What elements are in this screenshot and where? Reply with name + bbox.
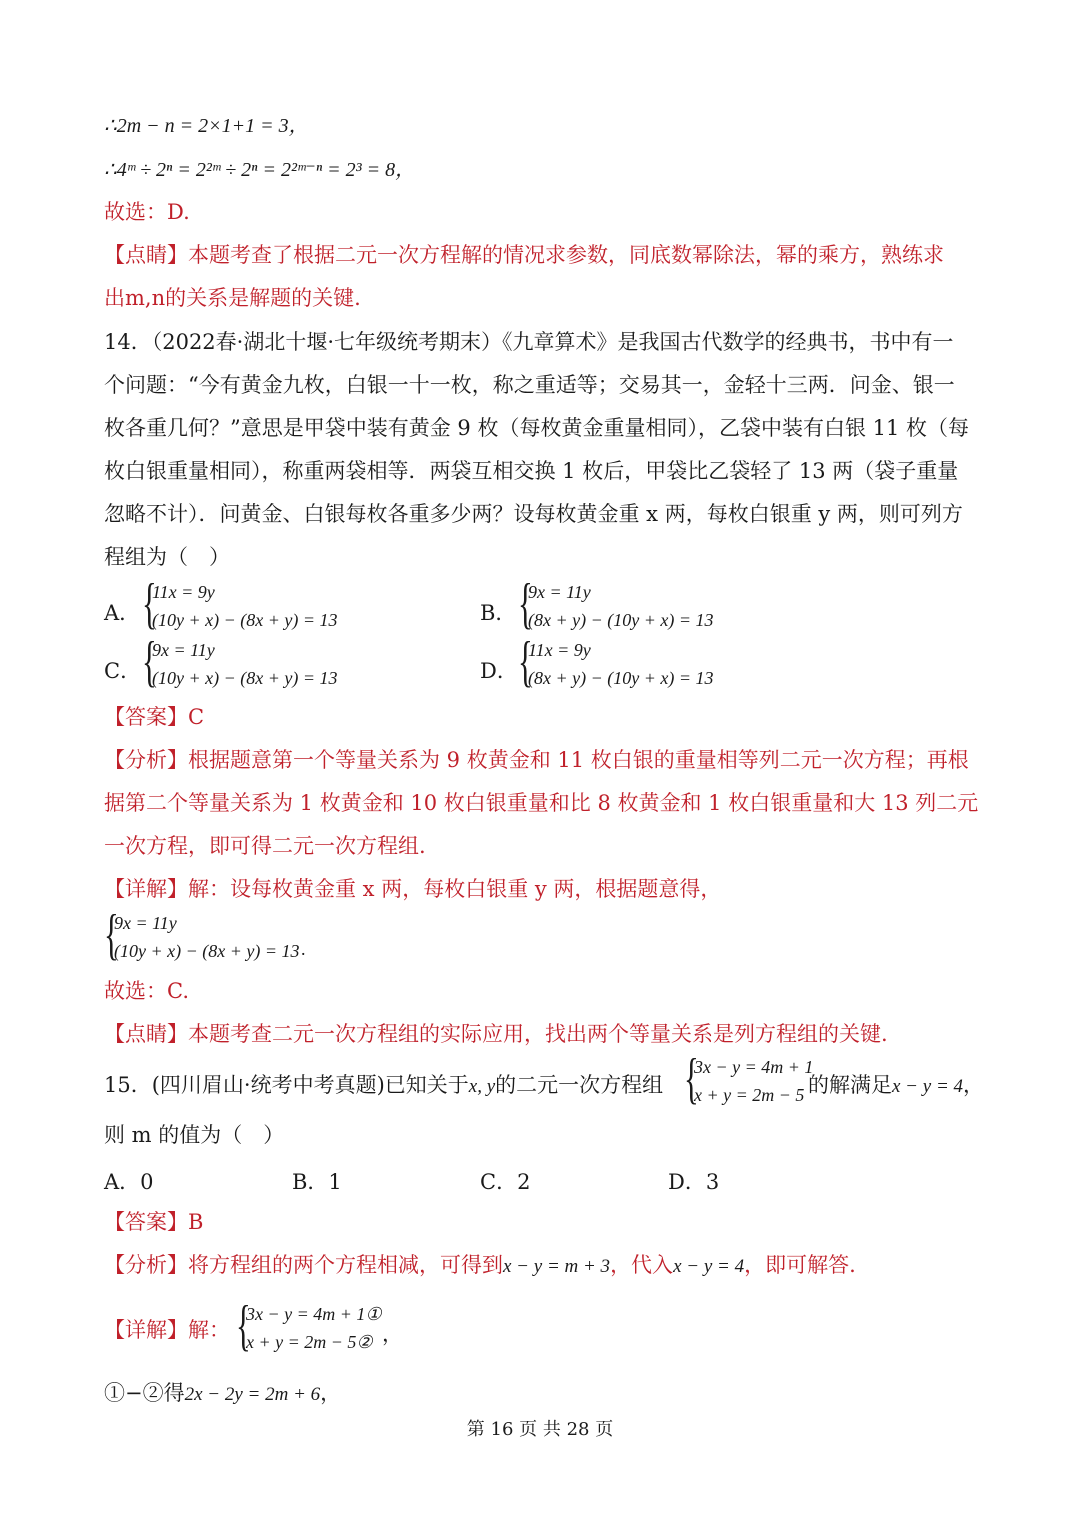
option-label: B． (480, 601, 517, 625)
q15-text: 的二元一次方程组 (495, 1073, 664, 1097)
detail-15-comma: ， (382, 1322, 403, 1346)
analysis-14-line-2: 据第二个等量关系为 1 枚黄金和 10 枚白银重量和比 8 枚黄金和 1 枚白银重量和大 13 列二元 (104, 791, 979, 815)
analysis-15-text: 【分析】将方程组的两个方程相减，可得到 (104, 1253, 503, 1277)
q15-option-c[interactable]: C．2 (480, 1170, 531, 1194)
equation-system (142, 573, 402, 640)
step-line (104, 1381, 341, 1407)
equation: 3x − y = 4m + 1① (246, 1304, 382, 1324)
q15-text: 15．(四川眉山·统考中考真题)已知关于 (104, 1073, 469, 1097)
q14-line-5: 忽略不计）．问黄金、白银每枚各重多少两？设每枚黄金重 x 两，每枚白银重 y 两，则可列方 (104, 502, 963, 526)
analysis-15 (104, 1253, 856, 1279)
brace-icon: { (518, 573, 533, 635)
q15-line-1 (104, 1073, 663, 1099)
step-eq: 2x − 2y = 2m + 6 (184, 1384, 321, 1405)
equation: 11x = 9y (152, 582, 215, 602)
q15-text: 的解满足 (808, 1073, 892, 1097)
answer-15: 【答案】B (104, 1210, 204, 1234)
analysis-14-line-3: 一次方程，即可得二元一次方程组. (104, 834, 426, 858)
detail-15-system (236, 1295, 406, 1362)
equation: 9x = 11y (152, 640, 215, 660)
period: . (301, 939, 306, 959)
q15-option-b[interactable]: B．1 (292, 1170, 342, 1194)
equation: (10y + x) − (8x + y) = 13 (152, 610, 338, 630)
q15-option-d[interactable]: D．3 (668, 1170, 720, 1194)
detail-14-system (104, 904, 364, 971)
analysis-15-eq: x − y = m + 3 (503, 1256, 611, 1277)
brace-icon: { (684, 1048, 699, 1110)
derivation-line-2: ∴4ᵐ ÷ 2ⁿ = 2²ᵐ ÷ 2ⁿ = 2²ᵐ⁻ⁿ = 2³ = 8， (104, 159, 416, 181)
tip-14: 【点睛】本题考查二元一次方程组的实际应用，找出两个等量关系是列方程组的关键. (104, 1022, 888, 1046)
option-label: C． (104, 659, 142, 683)
step-text: ①−②得 (104, 1381, 185, 1405)
brace-icon: { (104, 904, 119, 966)
analysis-15-text: ，代入 (610, 1253, 674, 1277)
analysis-15-eq: x − y = 4 (673, 1256, 745, 1277)
derivation-line-1: ∴2m − n = 2×1+1 = 3， (104, 115, 309, 137)
q15-system (684, 1048, 814, 1115)
equation-system (518, 573, 778, 640)
answer-14: 【答案】C (104, 705, 205, 729)
q15-line-2: 则 m 的值为（ ） (104, 1123, 285, 1147)
equation-system (142, 631, 402, 698)
equation: (8x + y) − (10y + x) = 13 (528, 668, 714, 688)
page-footer: 第 16 页 共 28 页 (466, 1419, 614, 1440)
analysis-14-line-1: 【分析】根据题意第一个等量关系为 9 枚黄金和 11 枚白银的重量相等列二元一次方程；再根 (104, 748, 969, 772)
analysis-15-text: ，即可解答. (744, 1253, 856, 1277)
brace-icon: { (142, 573, 157, 635)
option-label: D． (480, 659, 518, 683)
q15-vars: x, y (468, 1076, 496, 1097)
equation: x + y = 2m − 5 (694, 1085, 805, 1105)
q14-line-4: 枚白银重量相同），称重两袋相等．两袋互相交换 1 枚后，甲袋比乙袋轻了 13 两（袋子重量 (104, 459, 959, 483)
q15-text: ， (963, 1073, 985, 1097)
equation: (10y + x) − (8x + y) = 13 (152, 668, 338, 688)
equation: 3x − y = 4m + 1 (694, 1057, 814, 1077)
q14-line-1: 14．（2022春·湖北十堰·七年级统考期末）《九章算术》是我国古代数学的经典书，书中有一 (104, 330, 954, 354)
equation: 11x = 9y (528, 640, 591, 660)
selection-14: 故选：C. (104, 979, 189, 1003)
equation: x + y = 2m − 5② (246, 1332, 373, 1352)
step-text: ， (320, 1381, 342, 1405)
equation: (8x + y) − (10y + x) = 13 (528, 610, 714, 630)
tip-line-1: 【点睛】本题考查了根据二元一次方程解的情况求参数，同底数幂除法，幂的乘方，熟练求 (104, 243, 944, 267)
q15-condition: x − y = 4 (892, 1076, 964, 1097)
brace-icon: { (518, 631, 533, 693)
equation: (10y + x) − (8x + y) = 13 (114, 941, 300, 961)
q14-line-6: 程组为（ ） (104, 545, 230, 569)
q14-line-3: 枚各重几何？”意思是甲袋中装有黄金 9 枚（每枚黄金重量相同），乙袋中装有白银 11 枚（每 (104, 416, 970, 440)
brace-icon: { (236, 1295, 251, 1357)
brace-icon: { (142, 631, 157, 693)
detail-15-label: 【详解】解： (104, 1318, 230, 1342)
selection-line: 故选：D. (104, 200, 190, 224)
tip-line-2: 出m,n的关系是解题的关键. (104, 286, 361, 310)
detail-14: 【详解】解：设每枚黄金重 x 两，每枚白银重 y 两，根据题意得， (104, 877, 722, 901)
q15-option-a[interactable]: A．0 (104, 1170, 154, 1194)
equation: 9x = 11y (114, 913, 177, 933)
option-label: A． (104, 601, 141, 625)
q14-line-2: 个问题：“今有黄金九枚，白银一十一枚，称之重适等；交易其一，金轻十三两．问金、银一 (104, 373, 955, 397)
q15-line-1-end (808, 1073, 984, 1099)
equation: 9x = 11y (528, 582, 591, 602)
equation-system (518, 631, 778, 698)
